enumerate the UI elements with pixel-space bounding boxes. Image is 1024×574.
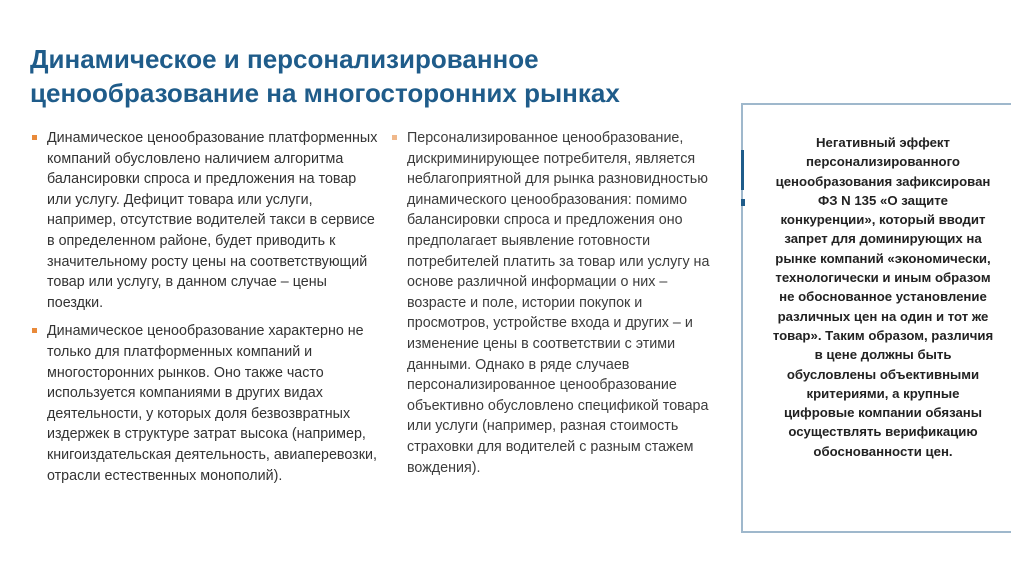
slide-title-line-1: Динамическое и персонализированное	[30, 44, 539, 74]
middle-column	[390, 128, 720, 486]
left-column	[30, 128, 380, 494]
exclamation-dot-icon	[741, 199, 745, 206]
exclamation-icon	[741, 150, 744, 190]
left-paragraph-1-text: Динамическое ценообразование платформенных компаний обусловлено наличием алгоритма балансировки спроса и предложения на товар или услугу. Дефицит товара или услуги, например, отсутствие водителей такси в сервисе в определенном районе, будет приводить к значительному росту цены на соответствующий товар или услугу, в данном случае – цены поездки.	[47, 130, 378, 311]
middle-paragraph	[390, 128, 720, 478]
bullet-icon	[392, 135, 397, 140]
left-paragraph-2	[30, 321, 380, 486]
callout-text: Негативный эффект персонализированного ценообразования зафиксирован ФЗ N 135 «О защите конкуренции», который вводит запрет для доминирующих на рынке компаний «экономически, технологически и иным образом не обоснованное установление различных цен на один и тот же товар». Таким образом, различия в цене должны быть обусловлены объективными критериями, а крупные цифровые компании обязаны осуществлять верификацию обоснованности цен.	[772, 135, 994, 459]
bullet-icon	[32, 328, 37, 333]
slide-title-line-2: ценообразование на многосторонних рынках	[30, 78, 620, 108]
middle-paragraph-text: Персонализированное ценообразование, дискриминирующее потребителя, является неблагоприятной для рынка разновидностью динамического ценообразования: помимо балансировки спроса и предложения оно предполагает выявление готовности потребителей платить за товар или услугу на основе различной информации о них – возрасте и поле, истории покупок и просмотров, устройстве входа и других – и изменение цены в соответствии с этими данными. Однако в ряде случаев персонализированное ценообразование объективно обусловлено спецификой товара или услуги (например, разная стоимость страховки для водителей с разным стажем вождения).	[407, 130, 710, 476]
left-paragraph-2-text: Динамическое ценообразование характерно не только для платформенных компаний и многосторонних рынков. Оно также часто используется компаниями в других видах деятельности, у которых доля безвозвратных издержек в структуре затрат высока (например, книгоиздательская деятельность, авиаперевозки, отрасли естественных монополий).	[47, 323, 377, 484]
left-paragraph-1	[30, 128, 380, 313]
bullet-icon	[32, 135, 37, 140]
slide-title	[30, 42, 730, 110]
